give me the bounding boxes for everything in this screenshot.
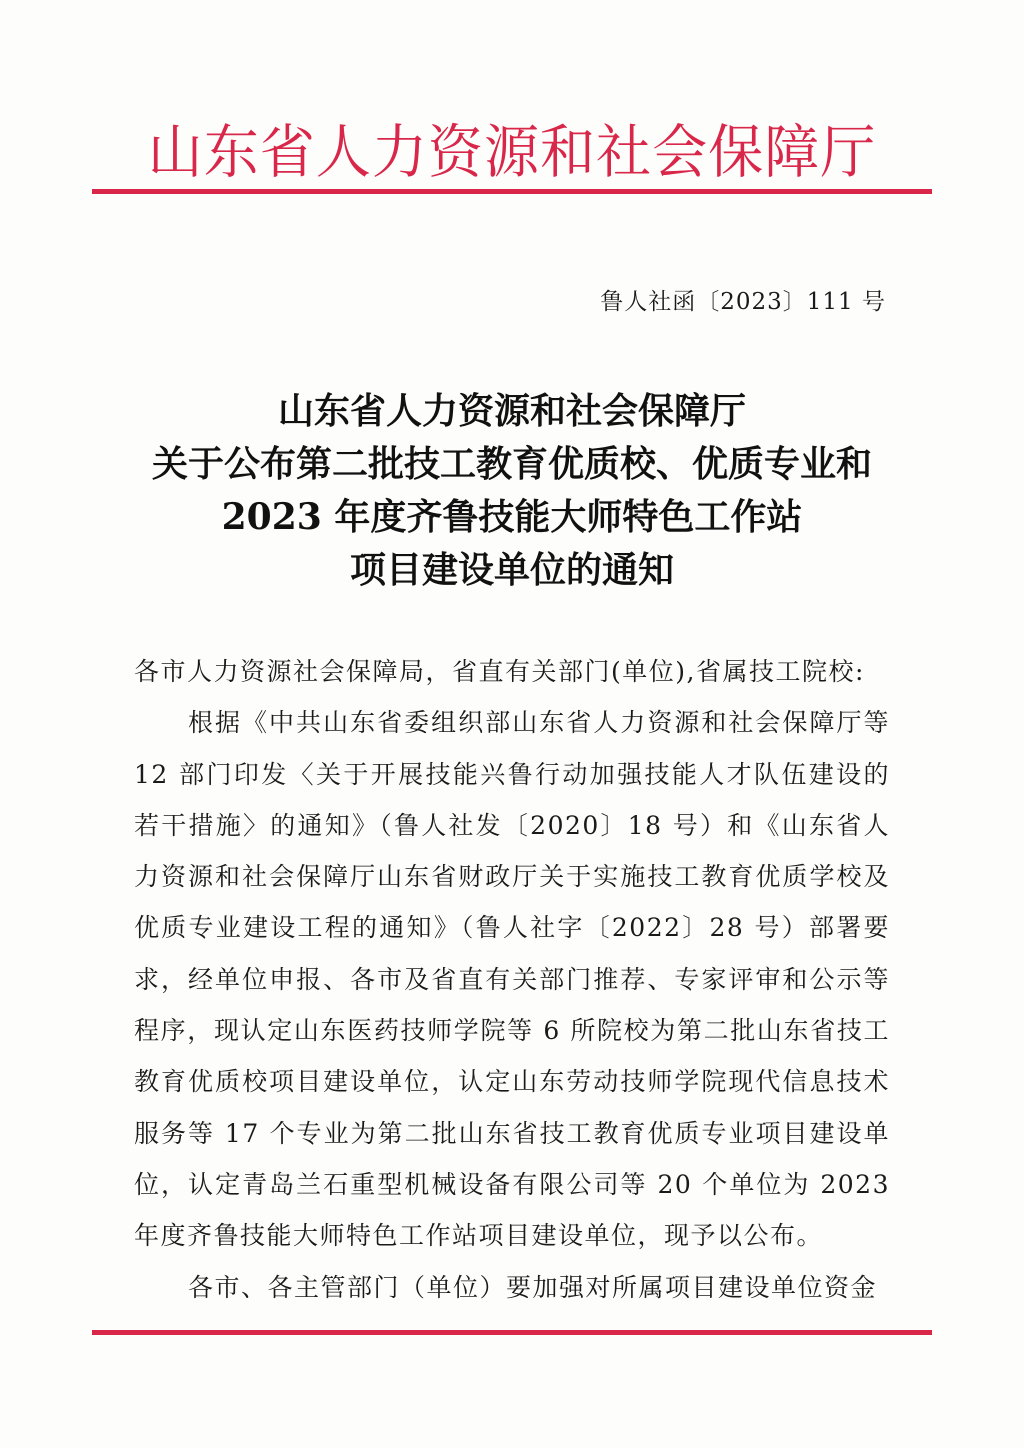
notice-body	[134, 646, 890, 1313]
title-line: 关于公布第二批技工教育优质校、优质专业和	[151, 443, 872, 485]
title-line: 项目建设单位的通知	[349, 549, 674, 591]
body-paragraph: 各市、各主管部门（单位）要加强对所属项目建设单位资金	[188, 1272, 878, 1302]
document-number: 鲁人社函〔2023〕111 号	[600, 289, 886, 315]
letterhead-agency-name: 山东省人力资源和社会保障厅	[147, 118, 877, 186]
body-paragraph: 根据《中共山东省委组织部山东省人力资源和社会保障厅等 12 部门印发〈关于开展技能兴鲁行动加强技能人才队伍建设的若干措施〉的通知》（鲁人社发〔2020〕18 号）和《山东省人力资源和社会保障厅山东省财政厅关于实施技工教育优质学校及优质专业建设工程的通知》（鲁人社字〔2022〕28 号）部署要求，经单位申报、各市及省直有关部门推荐、专家评审和公示等程序，现认定山东医药技师学院等 6 所院校为第二批山东省技工教育优质校项目建设单位，认定山东劳动技师学院现代信息技术服务等 17 个专业为第二批山东省技工教育优质专业项目建设单位，认定青岛兰石重型机械设备有限公司等 20 个单位为 2023 年度齐鲁技能大师特色工作站项目建设单位，现予以公布。	[134, 708, 890, 1251]
footer-red-rule	[92, 1330, 932, 1335]
salutation: 各市人力资源社会保障局，省直有关部门(单位),省属技工院校:	[134, 657, 865, 686]
title-line: 2023 年度齐鲁技能大师特色工作站	[221, 496, 803, 538]
title-line: 山东省人力资源和社会保障厅	[277, 390, 746, 432]
letterhead-red-rule	[92, 189, 932, 194]
notice-title	[92, 385, 932, 597]
